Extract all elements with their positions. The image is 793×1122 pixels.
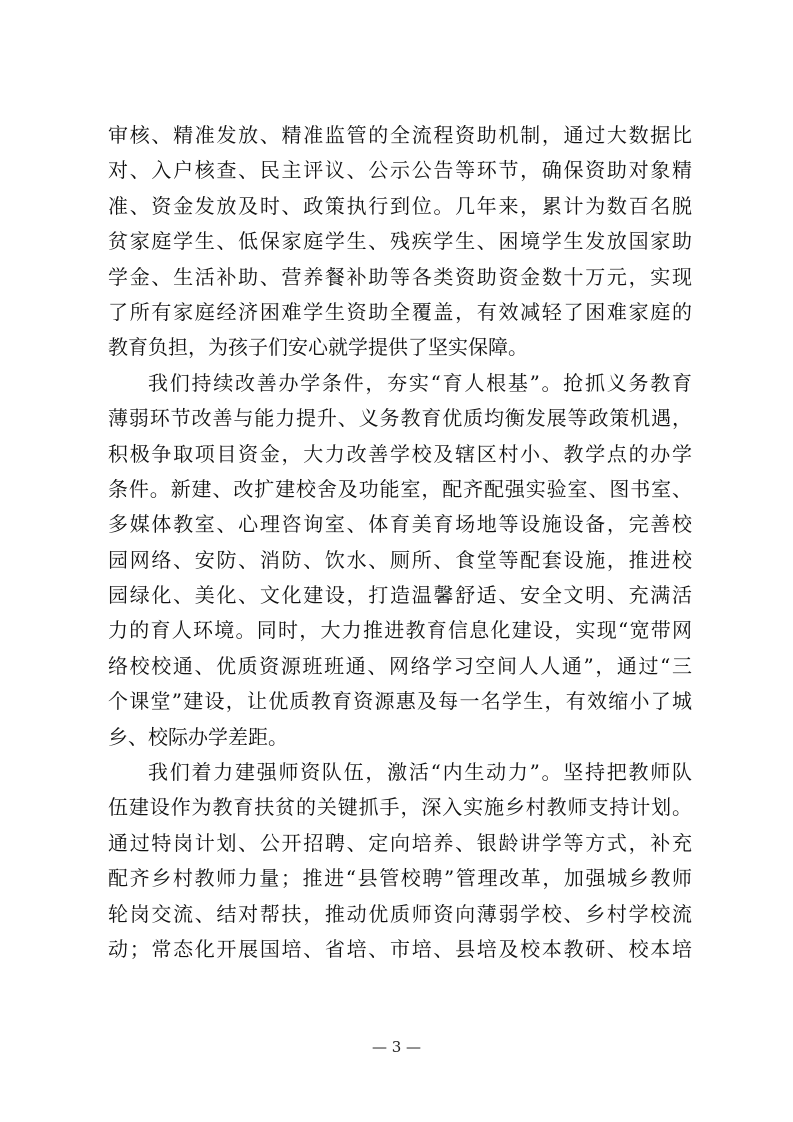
text-line: 园绿化、美化、文化建设，打造温馨舒适、安全文明、充满活: [108, 583, 692, 608]
paragraph-1: [108, 118, 692, 366]
paragraph-2: [108, 366, 692, 755]
text-line: 我们持续改善办学条件，夯实“育人根基”。抢抓义务教育: [148, 370, 692, 395]
text-line: 力的育人环境。同时，大力推进教育信息化建设，实现“宽带网: [108, 618, 692, 643]
text-line: 条件。新建、改扩建校舍及功能室，配齐配强实验室、图书室、: [108, 476, 692, 501]
text-line: 轮岗交流、结对帮扶，推动优质师资向薄弱学校、乡村学校流: [108, 901, 692, 926]
text-line: 对、入户核查、民主评议、公示公告等环节，确保资助对象精: [108, 158, 692, 183]
text-line: 审核、精准发放、精准监管的全流程资助机制，通过大数据比: [108, 123, 692, 147]
page-number: — 3 —: [371, 1038, 422, 1056]
text-line: 园网络、安防、消防、饮水、厕所、食堂等配套设施，推进校: [108, 547, 692, 572]
text-line: 学金、生活补助、营养餐补助等各类资助资金数十万元，实现: [108, 264, 692, 289]
text-line: 了所有家庭经济困难学生资助全覆盖，有效减轻了困难家庭的: [108, 299, 692, 324]
text-line: 伍建设作为教育扶贫的关键抓手，深入实施乡村教师支持计划。: [108, 795, 692, 820]
text-line: 乡、校际办学差距。: [108, 724, 288, 749]
text-line: 积极争取项目资金，大力改善学校及辖区村小、教学点的办学: [108, 441, 692, 466]
text-line: 贫家庭学生、低保家庭学生、残疾学生、困境学生发放国家助: [108, 229, 692, 254]
text-line: 准、资金发放及时、政策执行到位。几年来，累计为数百名脱: [108, 193, 692, 218]
text-line: 配齐乡村教师力量；推进“县管校聘”管理改革，加强城乡教师: [108, 866, 692, 891]
text-line: 多媒体教室、心理咨询室、体育美育场地等设施设备，完善校: [108, 512, 692, 537]
text-line: 我们着力建强师资队伍，激活“内生动力”。坚持把教师队: [148, 760, 692, 785]
text-line: 动；常态化开展国培、省培、市培、县培及校本教研、校本培: [108, 936, 692, 961]
text-line: 薄弱环节改善与能力提升、义务教育优质均衡发展等政策机遇，: [108, 406, 692, 431]
document-body: [108, 118, 692, 967]
text-line: 个课堂”建设，让优质教育资源惠及每一名学生，有效缩小了城: [108, 689, 692, 714]
text-line: 络校校通、优质资源班班通、网络学习空间人人通”，通过“三: [108, 653, 692, 678]
paragraph-3: [108, 755, 692, 967]
text-line: 通过特岗计划、公开招聘、定向培养、银龄讲学等方式，补充: [108, 830, 692, 855]
text-line: 教育负担，为孩子们安心就学提供了坚实保障。: [108, 335, 528, 360]
